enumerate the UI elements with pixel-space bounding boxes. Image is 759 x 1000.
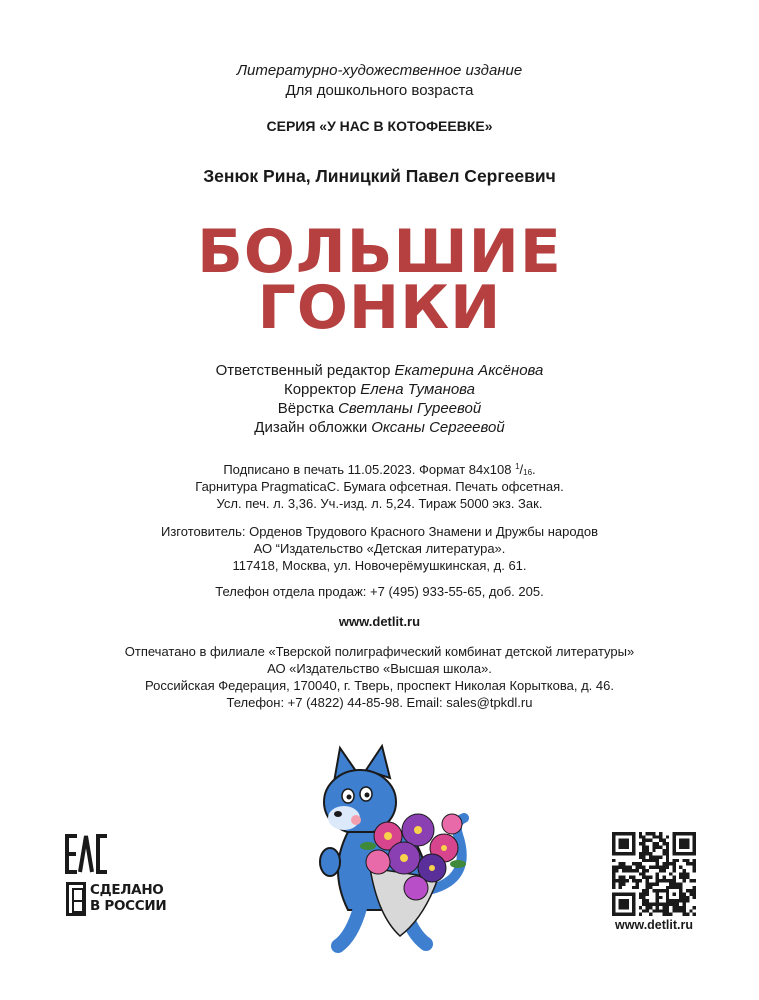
print-sheets: Усл. печ. л. 3,36. Уч.-изд. л. 5,24. Тираж 5000 экз. Зак. (216, 496, 543, 511)
genre-line: Литературно-художественное издание (236, 62, 523, 79)
website-link[interactable]: www.detlit.ru (338, 614, 421, 629)
credit-layout (0, 400, 759, 417)
printer-line-3: Российская Федерация, 170040, г. Тверь, проспект Николая Корыткова, д. 46. (145, 678, 614, 693)
credit-person: Елена Туманова (360, 381, 476, 398)
made-in-russia-badge (66, 882, 178, 916)
credit-person: Оксаны Сергеевой (371, 419, 505, 436)
made-in-russia-line-1: СДЕЛАНО (90, 882, 164, 898)
authors: Зенюк Рина, Линицкий Павел Сергеевич (203, 166, 556, 186)
manufacturer-line-1: Изготовитель: Орденов Трудового Красного Знамени и Дружбы народов (160, 524, 599, 539)
print-signed: Подписано в печать 11.05.2023. Формат 84х108 $^1/_{16}$. (223, 462, 536, 477)
credit-person: Светланы Гуреевой (338, 400, 482, 417)
credit-editor (0, 362, 759, 379)
sales-phone: Телефон отдела продаж: +7 (495) 933-55-65, доб. 205. (215, 584, 544, 599)
manufacturer-line-3: 117418, Москва, ул. Новочерёмушкинская, д. 61. (232, 558, 527, 573)
qr-code-icon[interactable] (612, 832, 696, 916)
credit-role: Ответственный редактор (215, 362, 391, 379)
credit-corrector (0, 381, 759, 398)
print-signed-text: Подписано в печать 11.05.2023. Формат 84х108 (223, 462, 512, 477)
series-line: СЕРИЯ «У НАС В КОТОФЕЕВКЕ» (266, 118, 493, 134)
credit-role: Вёрстка (277, 400, 335, 417)
printer-line-1: Отпечатано в филиале «Тверской полиграфический комбинат детской литературы» (124, 644, 635, 659)
credit-role: Корректор (283, 381, 357, 398)
print-typeface: Гарнитура PragmaticaC. Бумага офсетная. Печать офсетная. (195, 479, 564, 494)
format-end: . (532, 462, 536, 477)
manufacturer-line-2: АО “Издательство «Детская литература». (253, 541, 506, 556)
printer-line-2: АО «Издательство «Высшая школа». (267, 661, 492, 676)
qr-website-label: www.detlit.ru (614, 918, 693, 932)
made-in-russia-logo-icon (66, 882, 86, 916)
book-title-line-2: ГОНКИ (257, 273, 502, 343)
book-title-line-1: БОЛЬШИЕ (197, 217, 562, 287)
credit-person: Екатерина Аксёнова (394, 362, 544, 379)
format-numerator: 1 (515, 462, 520, 471)
format-denominator: 16 (523, 468, 533, 477)
eac-mark-icon (64, 832, 110, 876)
credit-cover-design (0, 419, 759, 436)
made-in-russia-line-2: В РОССИИ (90, 898, 167, 914)
cat-with-flowers-illustration (308, 740, 480, 960)
credit-role: Дизайн обложки (254, 419, 368, 436)
age-line: Для дошкольного возраста (285, 82, 474, 99)
printer-line-4: Телефон: +7 (4822) 44-85-98. Email: sales@tpkdl.ru (226, 695, 533, 710)
